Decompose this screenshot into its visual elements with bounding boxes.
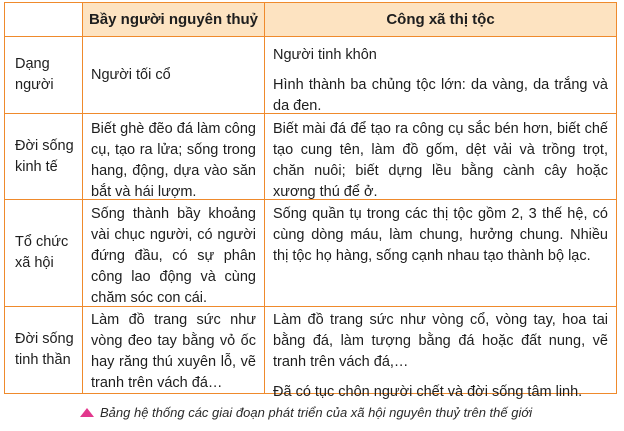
caption-text: Bảng hệ thống các giai đoạn phát triển của xã hội nguyên thuỷ trên thế giới — [100, 405, 533, 420]
cell-clan-kinh-te: Biết mài đá để tạo ra công cụ sắc bén hơn, biết chế tạo cung tên, làm đồ gốm, dệt vải và trồng trọt, chăn nuôi; biết dựng lều bằng cành cây hoặc xương thú để ở. — [273, 121, 608, 200]
header-clan-commune: Công xã thị tộc — [265, 3, 616, 36]
header-primitive-horde: Bầy người nguyên thuỷ — [83, 3, 264, 36]
triangle-marker-icon — [80, 408, 94, 417]
cell-clan-xa-hoi: Sống quần tụ trong các thị tộc gồm 2, 3 thế hệ, có cùng dòng máu, làm chung, hưởng chung. Nhiều thị tộc họ hàng, sống cạnh nhau tạo thành bộ lạc. — [273, 206, 608, 264]
cell-horde-xa-hoi: Sống thành bầy khoảng vài chục người, có người đứng đầu, có sự phân công lao động và cùng chăm sóc con cái. — [91, 206, 256, 306]
row-label-to-chuc-xa-hoi: Tổ chức xã hội — [15, 234, 69, 271]
history-table — [4, 2, 617, 400]
row-label-dang-nguoi: Dạng người — [15, 56, 54, 93]
row-label-doi-song-kinh-te: Đời sống kinh tế — [15, 137, 74, 175]
cell-horde-tinh-than: Làm đồ trang sức như vòng đeo tay bằng vỏ ốc hay răng thú xuyên lỗ, vẽ tranh trên vách đá… — [91, 312, 256, 391]
cell-clan-tinh-than: Làm đồ trang sức như vòng cổ, vòng tay, hoa tai bằng đá, làm tượng bằng đá hoặc đất nung, vẽ tranh trên vách đá,… Đã có tục chôn người chết và đời sống tâm linh. — [273, 312, 608, 400]
table-caption — [80, 405, 532, 420]
cell-clan-dang-nguoi: Người tinh khôn Hình thành ba chủng tộc lớn: da vàng, da trắng và da đen. — [273, 47, 608, 114]
cell-horde-dang-nguoi: Người tối cổ — [91, 66, 171, 83]
row-label-doi-song-tinh-than: Đời sống tinh thần — [15, 331, 74, 368]
cell-horde-kinh-te: Biết ghè đẽo đá làm công cụ, tạo ra lửa; sống trong hang, động, dựa vào săn bắt và hái lượm. — [91, 121, 256, 200]
